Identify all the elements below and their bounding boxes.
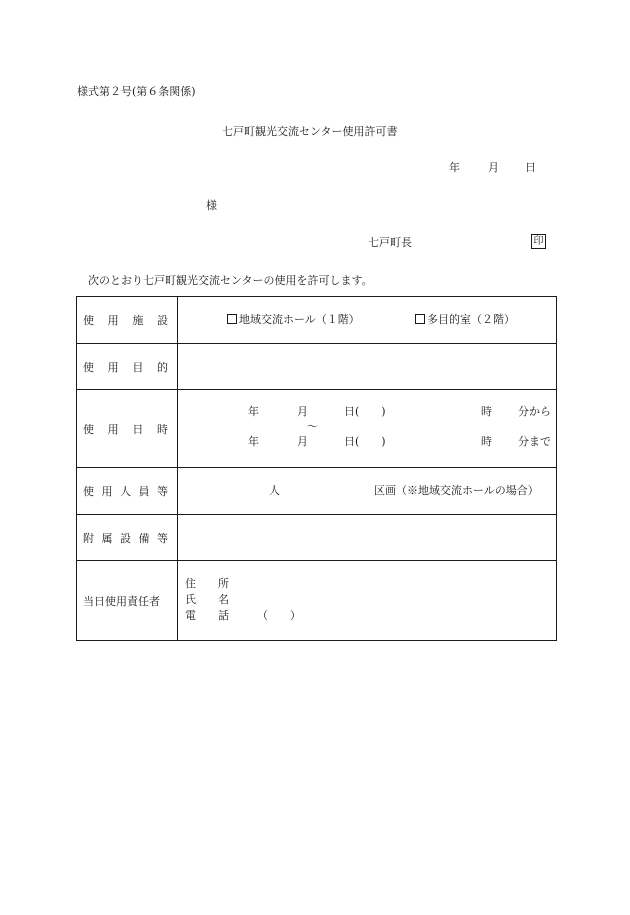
end-minute: 分まで — [518, 435, 551, 448]
sections-note: 区画（※地域交流ホールの場合） — [374, 484, 539, 497]
phone-label: 電 話 — [185, 609, 229, 622]
attendees-label — [77, 468, 178, 515]
range-tilde: ～ — [307, 420, 318, 433]
facility-label — [77, 297, 178, 344]
label-char: 属 — [101, 531, 113, 545]
permit-table — [76, 296, 557, 641]
label-char: 用 — [107, 422, 119, 436]
issuer-name: 七戸町長 — [368, 236, 412, 249]
checkbox-multipurpose[interactable] — [415, 314, 425, 324]
start-minute: 分から — [518, 405, 551, 418]
label-char: 員 — [138, 485, 150, 498]
purpose-label — [77, 344, 178, 390]
equipment-row — [77, 515, 557, 561]
checkbox-hall[interactable] — [227, 314, 237, 324]
facility-option-hall[interactable] — [227, 314, 360, 325]
address-label: 住 所 — [185, 577, 229, 590]
label-char: 設 — [120, 531, 131, 545]
label-char: 人 — [120, 485, 131, 498]
responsible-value-field[interactable] — [178, 561, 557, 641]
label-char: 附 — [83, 531, 94, 545]
label-char: 等 — [157, 485, 168, 498]
facility-row — [77, 297, 557, 344]
equipment-value-field[interactable] — [178, 515, 557, 561]
purpose-value-field[interactable] — [178, 344, 557, 390]
attendees-row — [77, 468, 557, 515]
form-number-label: 様式第２号(第６条関係) — [77, 85, 196, 98]
datetime-value-field[interactable] — [178, 390, 557, 468]
phone-area-code: （ ） — [257, 609, 301, 622]
datetime-row — [77, 390, 557, 468]
people-unit: 人 — [269, 484, 280, 497]
label-char: 日 — [132, 422, 144, 436]
facility-option-multipurpose[interactable] — [415, 314, 515, 325]
date-day-label: 日 — [525, 161, 536, 174]
start-hour: 時 — [481, 405, 492, 418]
date-year-label: 年 — [449, 161, 460, 174]
facility-option-multipurpose-label: 多目的室（２階） — [427, 313, 515, 326]
datetime-label — [77, 390, 178, 468]
facility-value — [178, 297, 557, 344]
start-month: 月 — [297, 405, 308, 418]
end-day: 日( ) — [344, 435, 386, 448]
responsible-row — [77, 561, 557, 641]
label-char: 使 — [83, 485, 94, 498]
label-char: 用 — [101, 485, 113, 498]
start-day: 日( ) — [344, 405, 386, 418]
issue-date — [449, 162, 536, 173]
label-char: 備 — [138, 531, 150, 545]
label-char: 時 — [156, 422, 168, 436]
label-char: 使 — [83, 422, 94, 436]
equipment-label — [77, 515, 178, 561]
label-char: 的 — [156, 360, 168, 374]
label-char: 使 — [83, 360, 94, 374]
label-char: 用 — [107, 314, 119, 327]
date-month-label: 月 — [488, 161, 499, 174]
responsible-label-text: 当日使用責任者 — [83, 594, 160, 608]
intro-text: 次のとおり七戸町観光交流センターの使用を許可します。 — [88, 274, 373, 287]
end-hour: 時 — [481, 435, 492, 448]
label-char: 施 — [132, 314, 144, 327]
seal-mark: 印 — [531, 234, 546, 249]
end-month: 月 — [297, 435, 308, 448]
responsible-label — [77, 561, 178, 641]
attendees-value-field[interactable] — [178, 468, 557, 515]
addressee-suffix: 様 — [206, 199, 217, 212]
document-title: 七戸町観光交流センター使用許可書 — [222, 125, 398, 138]
facility-option-hall-label: 地域交流ホール（１階） — [239, 313, 360, 326]
label-char: 等 — [157, 531, 168, 545]
label-char: 使 — [83, 314, 94, 327]
start-year: 年 — [248, 405, 259, 418]
end-year: 年 — [248, 435, 259, 448]
label-char: 用 — [107, 360, 119, 374]
name-label: 氏 名 — [185, 593, 229, 606]
label-char: 設 — [156, 314, 168, 327]
label-char: 目 — [132, 360, 144, 374]
purpose-row — [77, 344, 557, 390]
